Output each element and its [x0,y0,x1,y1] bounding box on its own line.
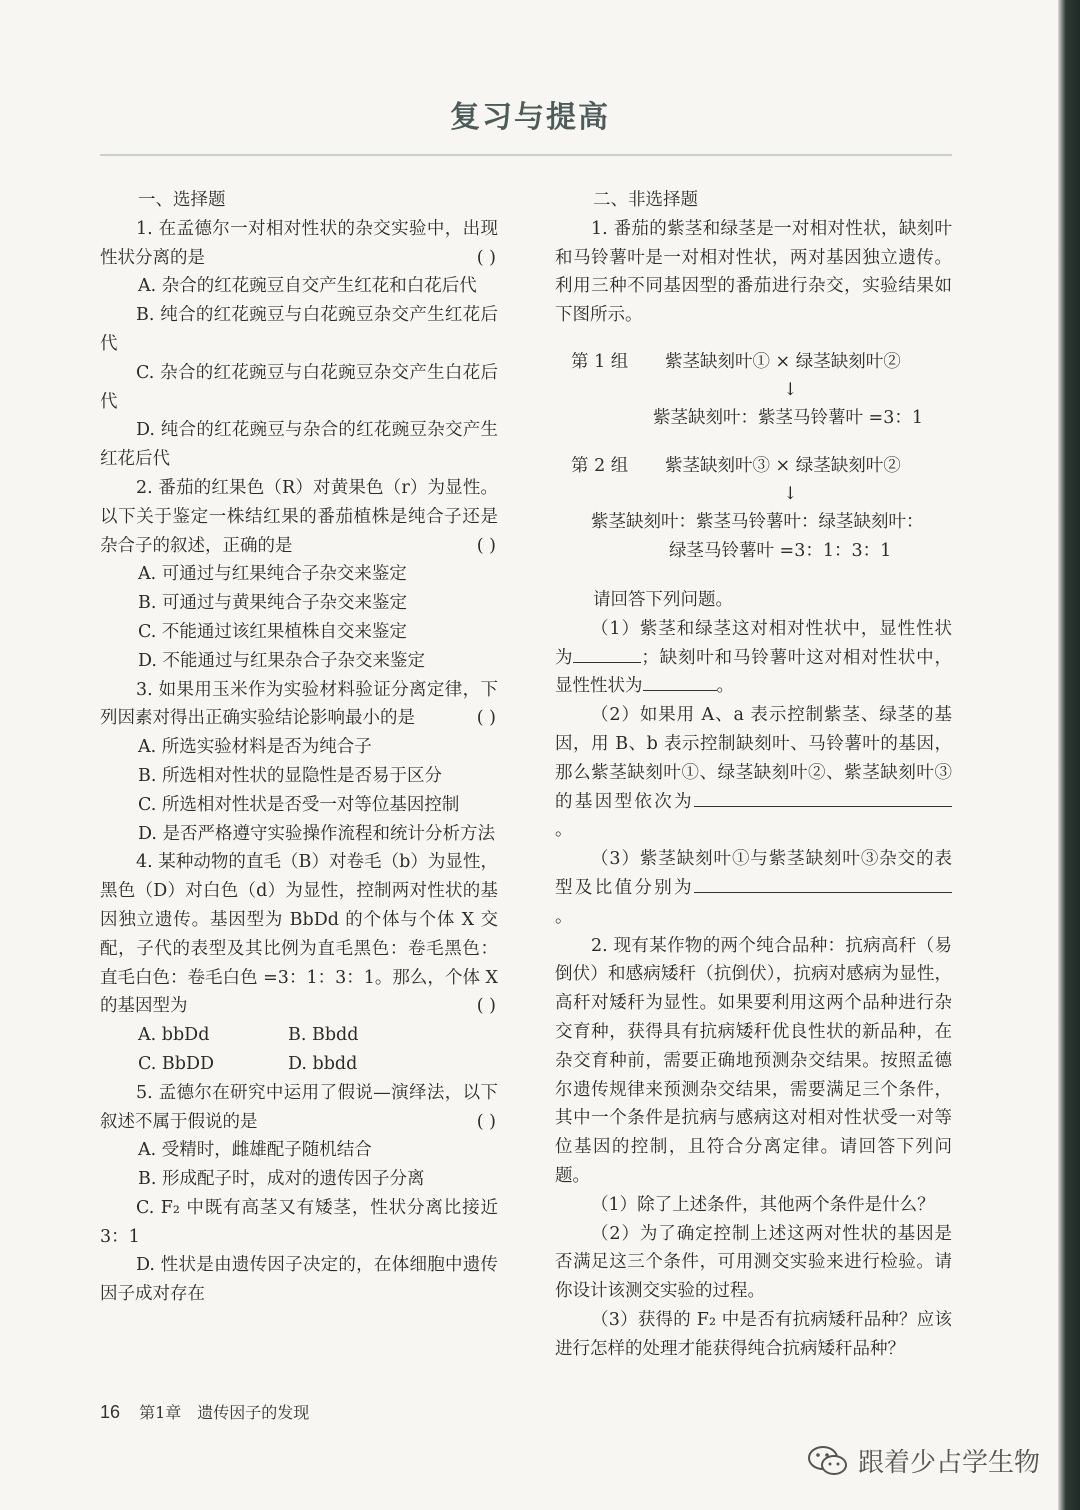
question-5-stem: 5. 孟德尔在研究中运用了假说—演绎法，以下叙述不属于假说的是 ( ) [100,1079,498,1137]
options-row [100,1050,498,1079]
chapter-title: 第1章 遗传因子的发现 [139,1403,310,1422]
option-b: B. Bbdd [288,1025,359,1046]
question-2-stem: 2. 现有某作物的两个纯合品种：抗病高秆（易倒伏）和感病矮秆（抗倒伏），抗病对感病为显性，高秆对矮秆为显性。如果要利用这两个品种进行杂交育种，获得具有抗病矮秆优良性状的新品种，在杂交育种前，需要正确地预测杂交结果。按照孟德尔遗传规律来预测杂交结果，需要满足三个条件，其中一个条件是抗病与感病这对相对性状受一对等位基因的控制，且符合分离定律。请回答下列问题。 [555,935,952,1186]
sub-question-2: （2）如果用 A、a 表示控制紫茎、绿茎的基因，用 B、b 表示控制缺刻叶、马铃薯叶的基因，那么紫茎缺刻叶①、绿茎缺刻叶②、紫茎缺刻叶③的基因型依次为。 [555,705,952,841]
answer-paren: ( ) [476,708,496,729]
group-1-result: 紫茎缺刻叶：紫茎马铃薯叶 =3：1 [653,407,923,428]
option-b: B. 纯合的红花豌豆与白花豌豆杂交产生红花后代 [100,305,498,354]
cross-diagram [555,336,952,636]
answer-paren: ( ) [476,996,496,1017]
option-d: D. 性状是由遗传因子决定的，在体细胞中遗传因子成对存在 [100,1255,498,1305]
option-c: C. 杂合的红花豌豆与白花豌豆杂交产生白花后代 [100,362,498,412]
answer-blank [573,644,641,663]
option-d: D. 不能通过与红果杂合子杂交来鉴定 [138,650,426,671]
instruction: 请回答下列问题。 [593,589,733,610]
sub-question-2: （2）为了确定控制上述这两对性状的基因是否满足这三个条件，可用测交实验来进行检验。请你设计该测交实验的过程。 [555,1223,952,1302]
option-a: A. 可通过与红果纯合子杂交来鉴定 [138,564,407,585]
option-c: C. 所选相对性状是否受一对等位基因控制 [138,794,460,815]
watermark [806,1442,1040,1479]
arrow-down-icon: ↓ [783,483,798,504]
title-rule [100,154,952,156]
option-d: D. 纯合的红花豌豆与杂合的红花豌豆杂交产生红花后代 [100,420,498,470]
question-1-stem: 1. 在孟德尔一对相对性状的杂交实验中，出现性状分离的是 ( ) [100,215,498,273]
right-column [555,186,952,1364]
answer-paren: ( ) [476,535,496,556]
option-c: C. F₂ 中既有高茎又有矮茎，性状分离比接近 3：1 [100,1197,498,1247]
option-a: A. 所选实验材料是否为纯合子 [138,737,372,758]
page-title: 复习与提高 [450,100,610,135]
option-c: C. 不能通过该红果植株自交来鉴定 [138,621,407,642]
option-d: D. bbdd [288,1053,358,1074]
arrow-down-icon: ↓ [783,379,798,400]
left-column [100,186,498,1309]
answer-blank [643,672,717,691]
sub-question-1: （1）除了上述条件，其他两个条件是什么？ [591,1194,935,1215]
group-2-result-line1: 紫茎缺刻叶：紫茎马铃薯叶：绿茎缺刻叶： [591,511,924,532]
group-2-parents: 紫茎缺刻叶③ × 绿茎缺刻叶② [665,455,901,476]
page-number: 16 [100,1402,121,1422]
page-footer [100,1400,309,1423]
section-heading: 一、选择题 [138,190,226,210]
option-a: A. 受精时，雌雄配子随机结合 [138,1140,372,1161]
option-b: B. 形成配子时，成对的遗传因子分离 [138,1169,425,1190]
question-1-stem: 1. 番茄的紫茎和绿茎是一对相对性状，缺刻叶和马铃薯叶是一对相对性状，两对基因独立遗传。利用三种不同基因型的番茄进行杂交，实验结果如下图所示。 [555,218,952,326]
options-row [100,1021,498,1050]
sub-question-1: （1）紫茎和绿茎这对相对性状中，显性性状为 ；缺刻叶和马铃薯叶这对相对性状中，显性性状为 。 [555,618,953,697]
option-d: D. 是否严格遵守实验操作流程和统计分析方法 [138,823,496,844]
group-1-parents: 紫茎缺刻叶① × 绿茎缺刻叶② [665,351,901,372]
question-3-stem: 3. 如果用玉米作为实验材料验证分离定律，下列因素对得出正确实验结论影响最小的是 ( ) [100,676,498,734]
page-edge [1058,0,1080,1510]
answer-blank [694,874,952,893]
answer-paren: ( ) [476,247,496,268]
sub-question-3: （3）紫茎缺刻叶①与紫茎缺刻叶③杂交的表型及比值分别为。 [555,849,952,927]
option-b: B. 可通过与黄果纯合子杂交来鉴定 [138,593,407,614]
option-a: A. 杂合的红花豌豆自交产生红花和白花后代 [138,276,477,297]
group-2-label: 第 2 组 [571,455,629,476]
question-2-stem: 2. 番茄的红果色（R）对黄果色（r）为显性。以下关于鉴定一株结红果的番茄植株是纯合子还是杂合子的叙述，正确的是 ( ) [100,474,498,560]
wechat-icon [806,1443,850,1479]
group-1-label: 第 1 组 [571,351,629,372]
option-c: C. BbDD [138,1053,215,1074]
sub-question-3: （3）获得的 F₂ 中是否有抗病矮秆品种？应该进行怎样的处理才能获得纯合抗病矮秆品种？ [555,1309,952,1359]
section-heading: 二、非选择题 [593,190,698,210]
watermark-text: 跟着少占学生物 [857,1448,1040,1478]
answer-paren: ( ) [476,1111,496,1132]
question-4-stem: 4. 某种动物的直毛（B）对卷毛（b）为显性，黑色（D）对白色（d）为显性，控制两对性状的基因独立遗传。基因型为 BbDd 的个体与个体 X 交配，子代的表型及其比例为直毛黑色：卷毛黑色：直毛白色：卷毛白色 =3：1：3：1。那么，个体 X 的基因型为 ( ) [100,848,498,1021]
option-a: A. bbDd [138,1025,210,1046]
option-b: B. 所选相对性状的显隐性是否易于区分 [138,765,442,786]
group-2-result-line2: 绿茎马铃薯叶 =3：1：3：1 [669,540,892,561]
answer-blank [694,788,952,807]
